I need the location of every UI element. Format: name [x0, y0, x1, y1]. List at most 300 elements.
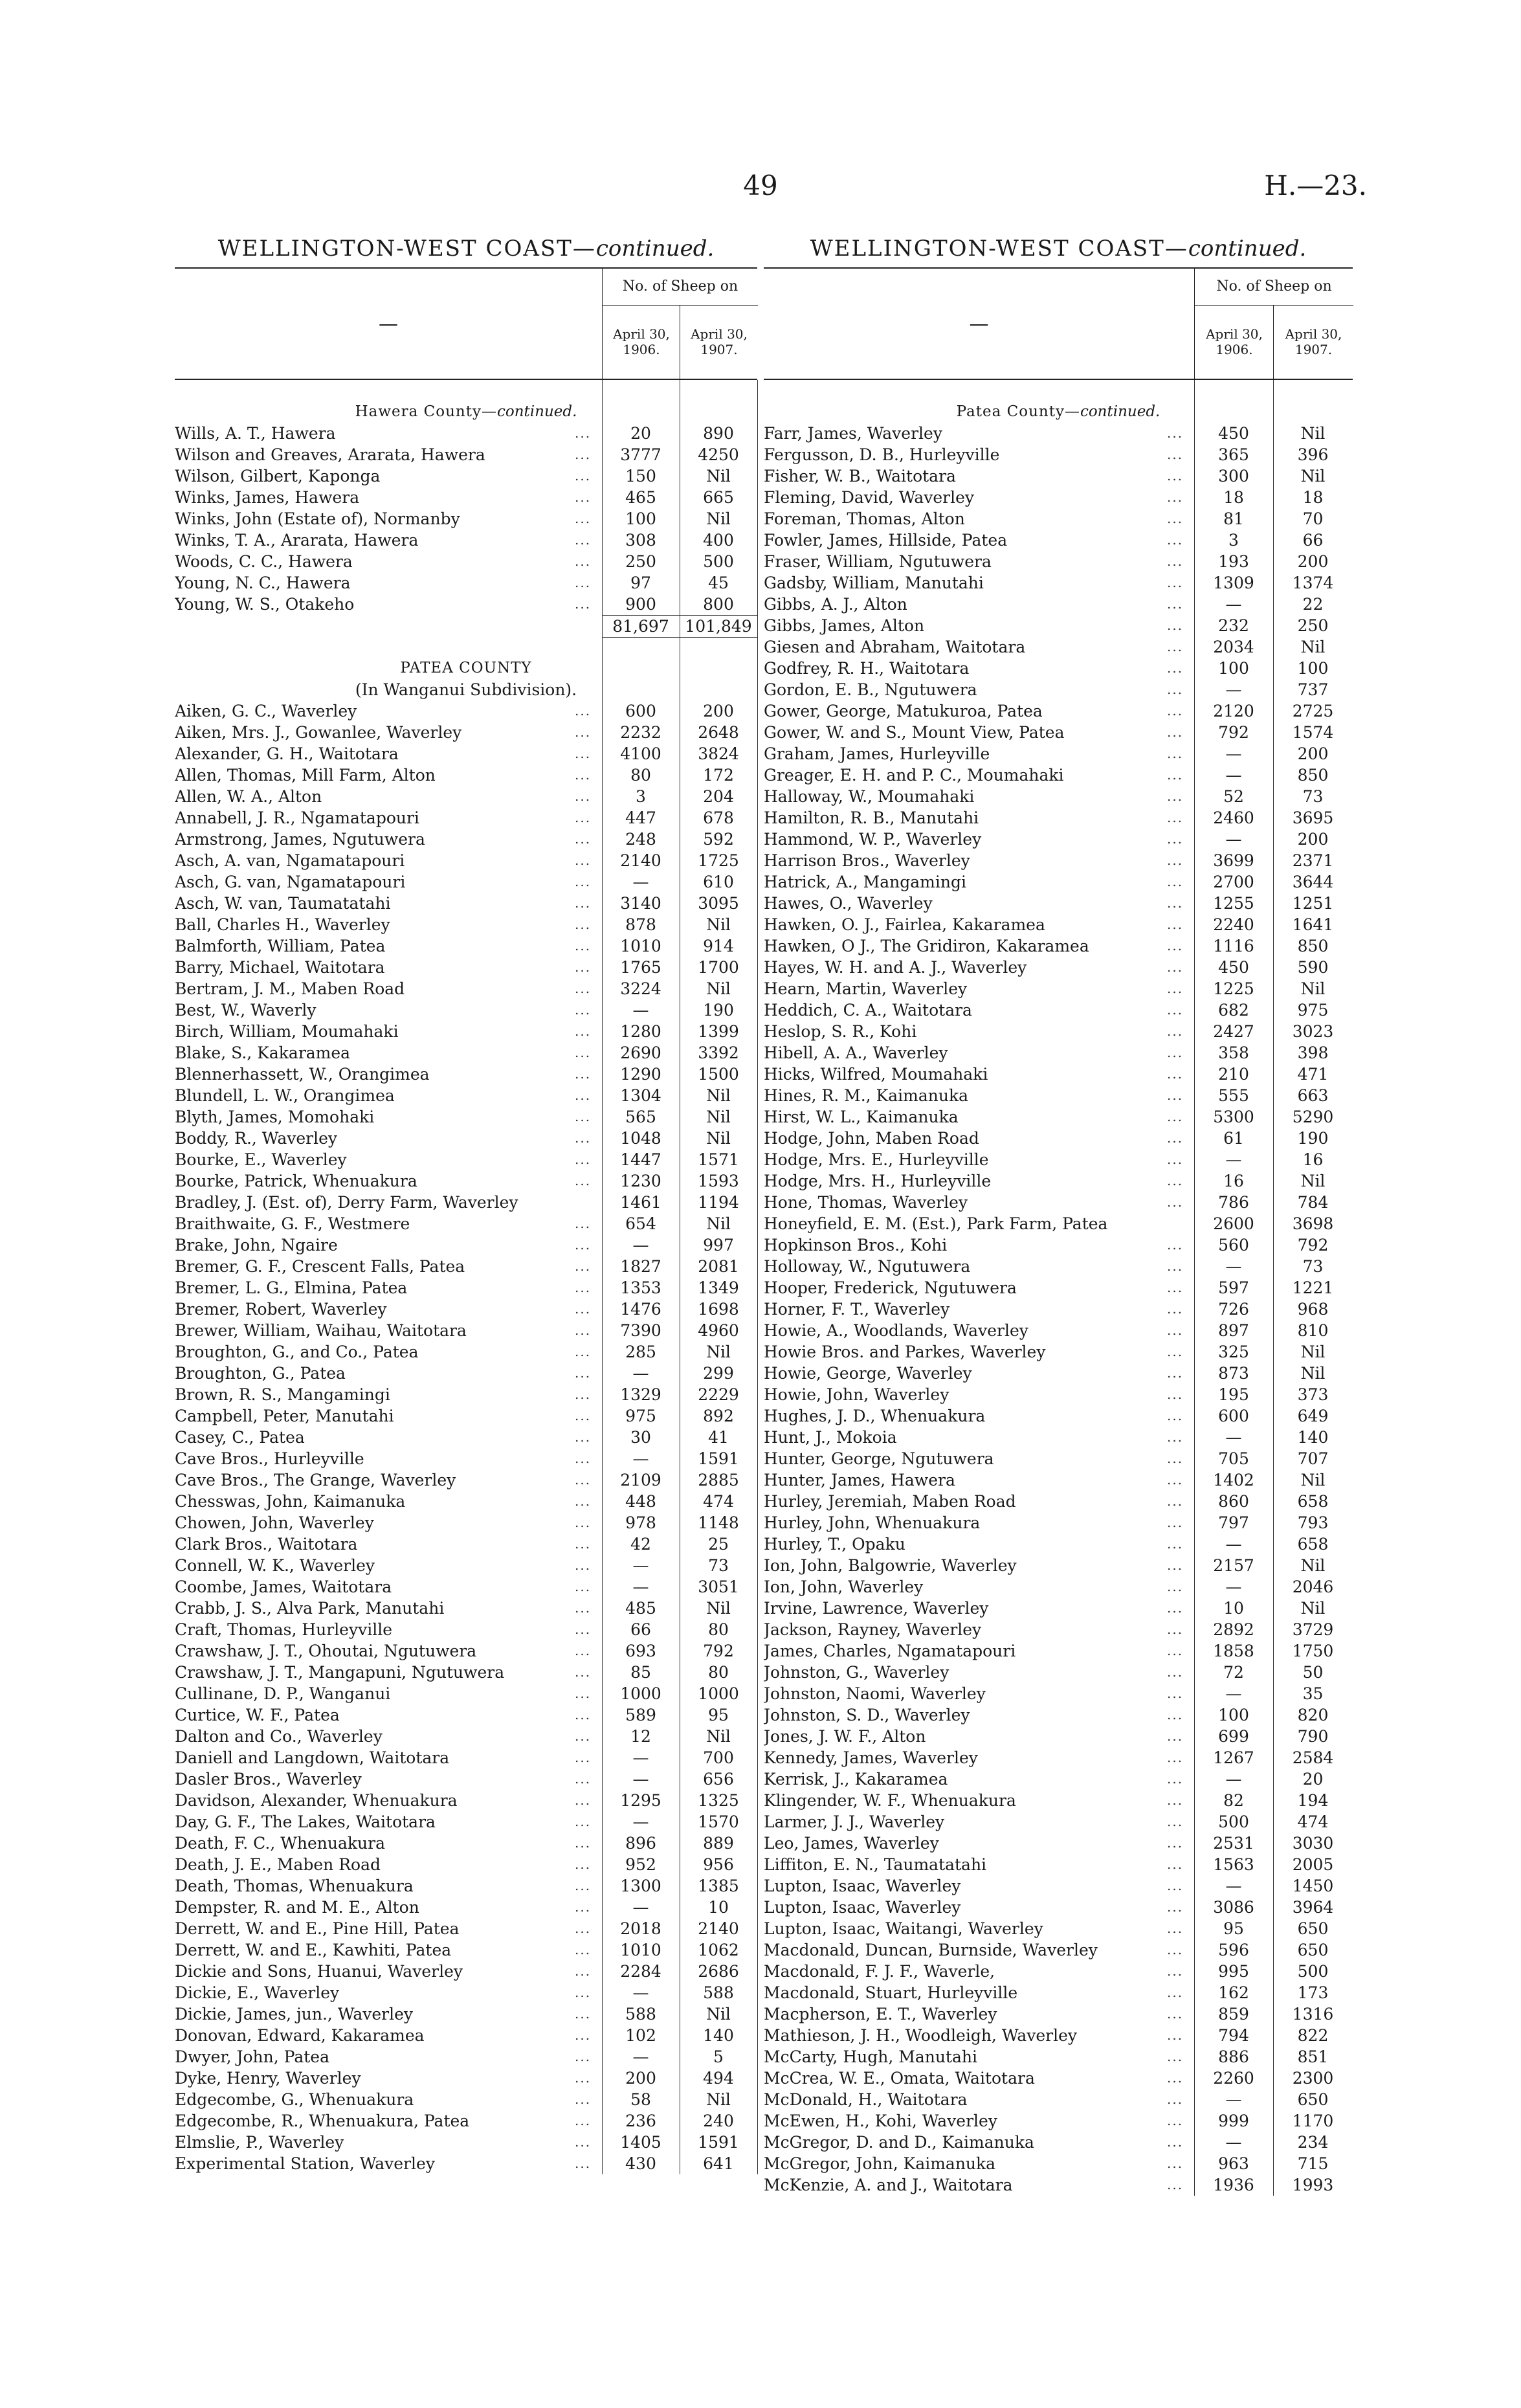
sheep-1907: 3095 [698, 894, 739, 913]
sheep-1907: Nil [1300, 638, 1326, 656]
sheep-1907: 1570 [698, 1812, 739, 1831]
sheep-1907: 792 [1297, 1236, 1329, 1254]
table-row [175, 1448, 757, 1469]
leader-dots: ... [575, 2113, 592, 2128]
owner-name: Hicks, Wilfred, Moumahaki [764, 1065, 988, 1084]
owner-name: Aiken, G. C., Waverley [175, 702, 357, 720]
sheep-1906: 97 [630, 574, 651, 592]
sheep-1907: Nil [706, 2090, 731, 2109]
owner-name: Gordon, E. B., Ngutuwera [764, 680, 977, 699]
table-row [175, 1085, 757, 1106]
leader-dots: ... [1167, 1023, 1184, 1039]
sheep-1906: 952 [625, 1855, 656, 1874]
owner-name: Fraser, William, Ngutuwera [764, 552, 992, 571]
leader-dots: ... [1167, 1643, 1184, 1658]
leader-dots: ... [575, 1237, 592, 1253]
sheep-1906: 100 [1218, 659, 1249, 678]
owner-name: Hurley, T., Opaku [764, 1535, 905, 1554]
owner-name: Howie Bros. and Parkes, Waverley [764, 1343, 1046, 1361]
owner-name: McEwen, H., Kohi, Waverley [764, 2112, 997, 2130]
table-row [764, 978, 1353, 999]
sheep-1907: 1700 [698, 958, 739, 977]
owner-name: Wilson and Greaves, Ararata, Hawera [175, 445, 485, 464]
leader-dots: ... [1167, 1322, 1184, 1338]
sheep-1906: 682 [1218, 1001, 1249, 1020]
owner-name: (In Wanganui Subdivision). [355, 680, 577, 699]
table-row [175, 914, 757, 935]
owner-name: Hawken, O. J., Fairlea, Kakaramea [764, 915, 1045, 934]
table-row [764, 1341, 1353, 1363]
sheep-1907: 851 [1297, 2047, 1329, 2066]
sheep-1907: 194 [1297, 1791, 1329, 1810]
table-row [764, 1982, 1353, 2003]
april-1906-header-line: April 30, [1206, 326, 1263, 342]
sheep-1906: 250 [625, 552, 656, 571]
sheep-1907: Nil [706, 509, 731, 528]
leader-dots: ... [1167, 2113, 1184, 2128]
table-row [764, 658, 1353, 679]
table-row [764, 1363, 1353, 1384]
leader-dots: ... [1167, 1429, 1184, 1445]
sheep-1906: 1765 [620, 958, 661, 977]
leader-dots: ... [1167, 1280, 1184, 1295]
table-row [764, 2068, 1353, 2089]
sheep-1907: 641 [703, 2154, 734, 2173]
spacer [175, 380, 757, 401]
leader-dots: ... [1167, 2070, 1184, 2086]
owner-name: Mathieson, J. H., Woodleigh, Waverley [764, 2026, 1078, 2045]
page-number: 49 [743, 170, 778, 201]
column-rule [602, 380, 603, 2174]
sheep-1906: 2109 [620, 1471, 661, 1489]
sheep-1907: Nil [706, 1129, 731, 1148]
sheep-1906: 447 [625, 808, 656, 827]
owner-name: Aiken, Mrs. J., Gowanlee, Waverley [175, 723, 462, 742]
table-row [175, 1811, 757, 1833]
sheep-1907: Nil [1300, 1172, 1326, 1190]
sheep-1907: 1325 [698, 1791, 739, 1810]
sheep-1907: 101,849 [680, 615, 757, 638]
leader-dots: ... [1167, 1899, 1184, 1915]
table-row [764, 1811, 1353, 1833]
table-body [175, 380, 757, 2174]
owner-name: Hearn, Martin, Waverley [764, 979, 968, 998]
sheep-1907: 656 [703, 1770, 734, 1789]
sheep-1907: 914 [703, 937, 734, 955]
table-row [764, 1747, 1353, 1768]
table-header [175, 267, 757, 380]
owner-name: Gadsby, William, Manutahi [764, 574, 984, 592]
sheep-1907: Nil [706, 915, 731, 934]
sheep-1907: 16 [1302, 1150, 1324, 1169]
sheep-1906: 1563 [1213, 1855, 1254, 1874]
table-row [764, 1170, 1353, 1192]
sheep-1906: 236 [625, 2112, 656, 2130]
leader-dots: ... [575, 2156, 592, 2171]
table-row [175, 1299, 757, 1320]
sheep-1907: Nil [1300, 1364, 1326, 1383]
sheep-1906: 1405 [620, 2133, 661, 2152]
leader-dots: ... [1167, 1921, 1184, 1936]
sheep-1907: 975 [1297, 1001, 1329, 1020]
owner-name: Gibbs, James, Alton [764, 616, 925, 635]
column-heading-continued: continued. [1188, 236, 1307, 262]
leader-dots: ... [1167, 1365, 1184, 1381]
sheep-1906: 873 [1218, 1364, 1249, 1383]
leader-dots: ... [575, 917, 592, 932]
leader-dots: ... [575, 703, 592, 719]
sheep-1906: 210 [1218, 1065, 1249, 1084]
sheep-1906: 978 [625, 1513, 656, 1532]
section-heading [175, 658, 757, 679]
leader-dots: ... [1167, 746, 1184, 761]
table-row [175, 1469, 757, 1491]
owner-name: Blennerhassett, W., Orangimea [175, 1065, 430, 1084]
owner-name: Hughes, J. D., Whenuakura [764, 1407, 986, 1425]
leader-dots: ... [1167, 618, 1184, 633]
sheep-1906: 300 [1218, 467, 1249, 485]
leader-dots: ... [1167, 1878, 1184, 1893]
table-row [764, 1918, 1353, 1939]
leader-dots: ... [1167, 1152, 1184, 1167]
table-row [175, 999, 757, 1021]
table-row [175, 465, 757, 487]
sheep-1906: — [1225, 1577, 1242, 1596]
owner-name: Halloway, W., Moumahaki [764, 787, 975, 806]
table-row [764, 1064, 1353, 1085]
spacer [764, 380, 1353, 401]
sheep-1907: Nil [706, 2005, 731, 2023]
owner-name: Blyth, James, Momohaki [175, 1108, 375, 1126]
leader-dots: ... [575, 553, 592, 569]
table-row [764, 2110, 1353, 2132]
april-1906-header [1194, 305, 1274, 379]
leader-dots: ... [575, 1557, 592, 1573]
table-row [175, 1213, 757, 1234]
table-row [175, 978, 757, 999]
leader-dots: ... [575, 1258, 592, 1274]
table-row [764, 1405, 1353, 1427]
leader-dots: ... [1167, 1173, 1184, 1188]
owner-name: Hawera County—continued. [355, 403, 577, 420]
sheep-1907: 793 [1297, 1513, 1329, 1532]
table-row [175, 1961, 757, 1982]
leader-dots: ... [575, 959, 592, 975]
leader-dots: ... [575, 1173, 592, 1188]
sheep-1907: 373 [1297, 1385, 1329, 1404]
table-row [764, 572, 1353, 594]
owner-name: Wills, A. T., Hawera [175, 424, 336, 443]
leader-dots: ... [1167, 1237, 1184, 1253]
table-row [764, 2153, 1353, 2174]
sheep-1907: Nil [706, 1086, 731, 1105]
table-row [764, 1128, 1353, 1149]
table-row [175, 786, 757, 807]
owner-name: Harrison Bros., Waverley [764, 851, 970, 870]
sheep-1906: 3699 [1213, 851, 1254, 870]
leader-dots: ... [1167, 917, 1184, 932]
leader-dots: ... [575, 1792, 592, 1808]
sheep-1906: 794 [1218, 2026, 1249, 2045]
sheep-1907: 200 [1297, 552, 1329, 571]
owner-name: Donovan, Edward, Kakaramea [175, 2026, 425, 2045]
sheep-1907: 1591 [698, 2133, 739, 2152]
sheep-1906: 975 [625, 1407, 656, 1425]
section-subheading [175, 679, 757, 700]
owner-name: Bremer, Robert, Waverley [175, 1300, 387, 1319]
table-row [175, 1939, 757, 1961]
owner-name: Experimental Station, Waverley [175, 2154, 435, 2173]
owner-name: Young, N. C., Hawera [175, 574, 351, 592]
sheep-1906: 1280 [620, 1022, 661, 1041]
owner-name: Larmer, J. J., Waverley [764, 1812, 945, 1831]
sheep-1906: 16 [1223, 1172, 1244, 1190]
sheep-1906: 3777 [620, 445, 661, 464]
owner-name: Hodge, Mrs. H., Hurleyville [764, 1172, 992, 1190]
sheep-1906: 102 [625, 2026, 656, 2045]
table-row [764, 807, 1353, 829]
sheep-1906: 1010 [620, 1941, 661, 1959]
leader-dots: ... [575, 1066, 592, 1082]
table-row [764, 1726, 1353, 1747]
table-row [175, 1128, 757, 1149]
sheep-1906: 2018 [620, 1919, 661, 1938]
owner-name: Death, Thomas, Whenuakura [175, 1877, 414, 1895]
owner-name: Derrett, W. and E., Pine Hill, Patea [175, 1919, 460, 1938]
sheep-count-header: No. of Sheep on [602, 269, 758, 306]
sheep-1906: 1290 [620, 1065, 661, 1084]
sheep-1907: 35 [1302, 1684, 1324, 1703]
leader-dots: ... [1167, 2006, 1184, 2022]
sheep-1907: 2686 [698, 1962, 739, 1981]
sheep-1906: 448 [625, 1492, 656, 1511]
table-row [764, 999, 1353, 1021]
sheep-1906: — [632, 1812, 649, 1831]
sheep-1906: 193 [1218, 552, 1249, 571]
sheep-1906: 600 [1218, 1407, 1249, 1425]
sheep-1907: 250 [1297, 616, 1329, 635]
sheep-1907: 792 [703, 1642, 734, 1660]
owner-name: Giesen and Abraham, Waitotara [764, 638, 1026, 656]
sheep-1906: 4100 [620, 744, 661, 763]
sheep-1906: — [632, 1898, 649, 1917]
table-row [175, 1662, 757, 1683]
owner-name: Hines, R. M., Kaimanuka [764, 1086, 969, 1105]
owner-name: Hunter, George, Ngutuwera [764, 1449, 994, 1468]
column-heading-continued: continued. [595, 236, 715, 262]
sheep-1906: 2284 [620, 1962, 661, 1981]
leader-dots: ... [575, 1771, 592, 1787]
owner-name: Connell, W. K., Waverley [175, 1556, 375, 1575]
sheep-1907: 3392 [698, 1043, 739, 1062]
name-column-header: — [969, 312, 989, 335]
owner-name: Chesswas, John, Kaimanuka [175, 1492, 406, 1511]
leader-dots: ... [1167, 1387, 1184, 1402]
leader-dots: ... [575, 1622, 592, 1637]
column-heading-text: WELLINGTON-WEST COAST— [810, 236, 1188, 262]
table-row [764, 1683, 1353, 1704]
april-1906-header-line: 1906. [1216, 342, 1253, 357]
table-row [764, 1897, 1353, 1918]
table-row [175, 1234, 757, 1256]
owner-name: Johnston, S. D., Waverley [764, 1706, 970, 1724]
table-row [764, 1768, 1353, 1790]
sheep-1907: Nil [1300, 1599, 1326, 1618]
sheep-1906: 2140 [620, 851, 661, 870]
sheep-1906: 2034 [1213, 638, 1254, 656]
sheep-1906: — [1225, 1150, 1242, 1169]
sheep-1907: 1993 [1292, 2176, 1334, 2194]
leader-dots: ... [575, 788, 592, 804]
table-row [764, 850, 1353, 871]
leader-dots: ... [575, 1152, 592, 1167]
leader-dots: ... [1167, 703, 1184, 719]
owner-name: Dyke, Henry, Waverley [175, 2069, 361, 2088]
owner-name: Allen, W. A., Alton [175, 787, 322, 806]
sheep-1907: 650 [1297, 1919, 1329, 1938]
leader-dots: ... [575, 1899, 592, 1915]
sheep-1907: 299 [703, 1364, 734, 1383]
sheep-1907: 22 [1302, 595, 1324, 614]
april-1907-header [680, 305, 758, 379]
table-row [175, 1555, 757, 1576]
sheep-1907: 474 [703, 1492, 734, 1511]
sheep-1906: 896 [625, 1834, 656, 1853]
leader-dots: ... [1167, 1579, 1184, 1594]
leader-dots: ... [575, 938, 592, 953]
table-row [764, 786, 1353, 807]
leader-dots: ... [1167, 2156, 1184, 2171]
table-row [764, 551, 1353, 572]
sheep-1906: 3140 [620, 894, 661, 913]
sheep-1906: 150 [625, 467, 656, 485]
sheep-1907: 2140 [698, 1919, 739, 1938]
sheep-count-header: No. of Sheep on [1194, 269, 1353, 306]
leader-dots: ... [575, 1814, 592, 1829]
owner-name: Graham, James, Hurleyville [764, 744, 990, 763]
leader-dots: ... [575, 1365, 592, 1381]
leader-dots: ... [575, 1387, 592, 1402]
sheep-1906: — [1225, 2090, 1242, 2109]
sheep-1906: 2260 [1213, 2069, 1254, 2088]
sheep-1906: — [1225, 1257, 1242, 1276]
table-row [764, 1939, 1353, 1961]
owner-name: Broughton, G., Patea [175, 1364, 346, 1383]
table-row [175, 1405, 757, 1427]
sheep-1906: 10 [1223, 1599, 1244, 1618]
sheep-1907: 1574 [1292, 723, 1334, 742]
owner-name: Bradley, J. (Est. of), Derry Farm, Waverley [175, 1193, 518, 1212]
sheep-1906: 589 [625, 1706, 656, 1724]
sheep-1906: 2700 [1213, 873, 1254, 891]
leader-dots: ... [1167, 810, 1184, 825]
owner-name: Horner, F. T., Waverley [764, 1300, 950, 1319]
sheep-1906: 1353 [620, 1278, 661, 1297]
sheep-1907: 650 [1297, 2090, 1329, 2109]
sheep-1906: 2232 [620, 723, 661, 742]
sheep-1906: 588 [625, 2005, 656, 2023]
table-row [764, 636, 1353, 658]
sheep-1906: 72 [1223, 1663, 1244, 1682]
sheep-1907: 3964 [1292, 1898, 1334, 1917]
table-row [764, 871, 1353, 893]
sheep-1906: 1827 [620, 1257, 661, 1276]
table-row [175, 764, 757, 786]
april-1907-header-line: April 30, [691, 326, 748, 342]
sheep-1906: 20 [630, 424, 651, 443]
table-row [764, 1576, 1353, 1598]
sheep-1906: 1048 [620, 1129, 661, 1148]
sheep-1907: 2725 [1292, 702, 1334, 720]
sheep-1907: 190 [703, 1001, 734, 1020]
owner-name: Death, F. C., Whenuakura [175, 1834, 386, 1853]
sheep-1906: 200 [625, 2069, 656, 2088]
table-row [175, 2003, 757, 2025]
sheep-1907: 474 [1297, 1812, 1329, 1831]
owner-name: Howie, George, Waverley [764, 1364, 972, 1383]
owner-name: Gower, George, Matukuroa, Patea [764, 702, 1043, 720]
sheep-1907: 1385 [698, 1877, 739, 1895]
sheep-1907: Nil [706, 1343, 731, 1361]
sheep-1906: 693 [625, 1642, 656, 1660]
sheep-1906: 995 [1218, 1962, 1249, 1981]
owner-name: Hurley, John, Whenuakura [764, 1513, 981, 1532]
owner-name: Crabb, J. S., Alva Park, Manutahi [175, 1599, 445, 1618]
leader-dots: ... [1167, 553, 1184, 569]
leader-dots: ... [575, 1344, 592, 1359]
sheep-1907: 889 [703, 1834, 734, 1853]
sheep-1906: 600 [625, 702, 656, 720]
sheep-1907: Nil [706, 1108, 731, 1126]
owner-name: Howie, John, Waverley [764, 1385, 949, 1404]
owner-name: Hatrick, A., Mangamingi [764, 873, 966, 891]
table-row [175, 1277, 757, 1299]
table-row [175, 2153, 757, 2174]
sheep-1906: 2531 [1213, 1834, 1254, 1853]
leader-dots: ... [1167, 532, 1184, 548]
table-row [764, 1320, 1353, 1341]
sheep-1907: 1750 [1292, 1642, 1334, 1660]
section-heading [764, 401, 1353, 423]
left-column [175, 230, 757, 2174]
owner-name: McCrea, W. E., Omata, Waitotara [764, 2069, 1035, 2088]
table-row [764, 594, 1353, 615]
owner-name: Gower, W. and S., Mount View, Patea [764, 723, 1065, 742]
table-row [764, 1619, 1353, 1640]
sheep-1907: Nil [706, 979, 731, 998]
owner-name: Young, W. S., Otakeho [175, 595, 355, 614]
sheep-1906: — [1225, 1770, 1242, 1789]
owner-name: Armstrong, James, Ngutuwera [175, 830, 425, 849]
leader-dots: ... [1167, 981, 1184, 996]
leader-dots: ... [575, 1472, 592, 1488]
column-rule [1194, 380, 1195, 2196]
table-row [175, 1106, 757, 1128]
table-row [764, 2089, 1353, 2110]
table-row [175, 1747, 757, 1768]
sheep-1906: 2690 [620, 1043, 661, 1062]
sheep-1906: 1402 [1213, 1471, 1254, 1489]
owner-name: Hurley, Jeremiah, Maben Road [764, 1492, 1016, 1511]
sheep-1907: 5 [713, 2047, 724, 2066]
sheep-1907: 4250 [698, 445, 739, 464]
sheep-1906: 1447 [620, 1150, 661, 1169]
april-1907-header-line: 1907. [700, 342, 738, 357]
leader-dots: ... [1167, 1835, 1184, 1851]
table-row [175, 850, 757, 871]
leader-dots: ... [575, 1579, 592, 1594]
sheep-1906: 999 [1218, 2112, 1249, 2130]
